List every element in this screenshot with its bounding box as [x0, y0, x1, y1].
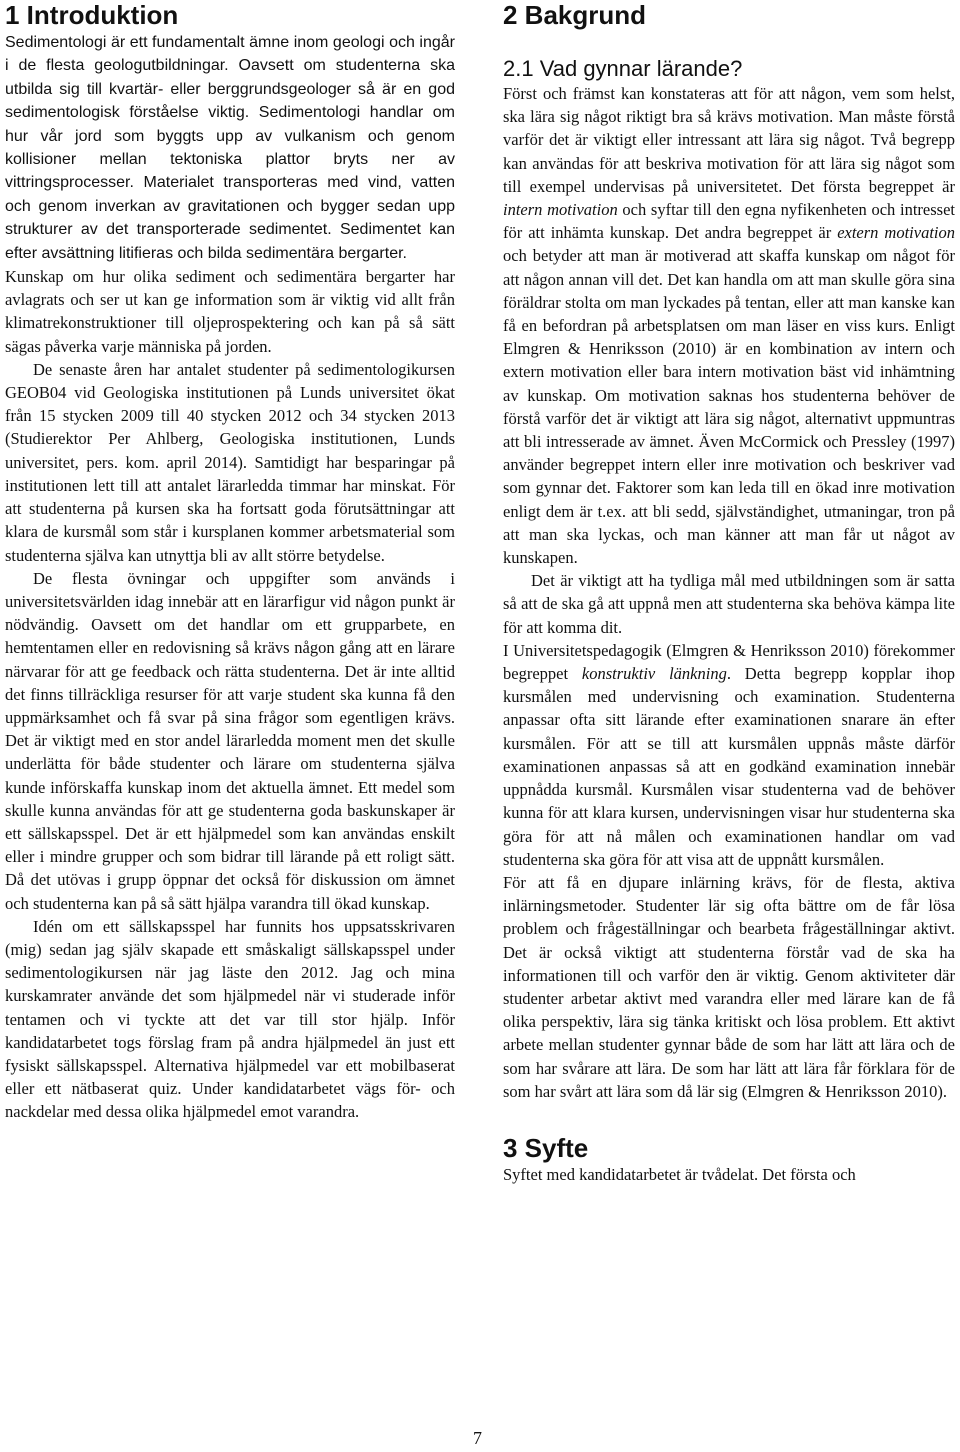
section-heading-syfte: 3 Syfte: [503, 1132, 589, 1163]
sallskapsspel-paragraph: Idén om ett sällskapsspel har funnits hos uppsatsskrivaren (mig) sedan jag själv skapade ett småskaligt sällskapsspel under sedimentologikursen när jag läste den 2012. Jag och mina kurskamrater använde det som hjälpmedel när vi studerade inför tentamen och vi tyckte att det var till stor hjälp. Inför kandidatarbetet togs förslag fram på andra hjälpmedel än just ett fysiskt sällskapsspel. Alternativa hjälpmedel var ett mobilbaserat eller ett nätbaserat quiz. Under kandidatarbetet vägs för- och nackdelar med dessa olika hjälpmedel emot varandra.: [5, 916, 455, 1122]
konstruktiv-lankning-term: konstruktiv länkning: [581, 664, 727, 684]
motivation-text-c: och betyder att man är motiverad att skaffa kunskap om något för att någon annan vill det. Det kan handla om att man skulle göra sina föräldrar stolta om man lyckades på tentan, eller att man kanske kan få en befordran på arbetsplatsen om man läser en viss kurs. Enligt Elmgren & Henriksson (2010) är en kombination av intern och extern motivation eller bara intern motivation bäst vid inhämtning av kunskap. Om motivation saknas hos studenterna behöver de förstå varför det är viktigt att lära sig något, alternativt uppmuntras att bli intresserade av ämnet. Även McCormick och Pressley (1997) använder begreppet intern eller inre motivation och beskriver vad som gynnar det. Faktorer som kan leda till en ökad inre motivation enligt dem är t.ex. att bli sedd, självständighet, utmaningar, tron på att man ska lyckas, och man känner att man får ut något av kunskapen.: [503, 246, 955, 568]
studenter-paragraph: De senaste åren har antalet studenter på sedimentologikursen GEOB04 vid Geologiska institutionen på Lunds universitet ökat från 15 stycken 2009 till 40 stycken 2012 och 34 stycken 2013 (Studierektor Per Ahlberg, Geologiska institutionen, Lunds universitet, pers. kom. april 2014). Samtidigt har besparingar på institutionen lett till att antalet lärarledda timmar har minskat. För att studenterna på kursen ska ha fortsatt goda förutsättningar att klara de kursmål som står i kursplanen kommer arbetsmaterial som studenterna själva kan utnyttja bli av allt större betydelse.: [5, 359, 455, 565]
mal-paragraph: Det är viktigt att ha tydliga mål med utbildningen som är satta så att de ska gå att uppnå men att studenterna ska behöva kämpa lite för att komma dit.: [503, 571, 955, 637]
lankning-text-a: I Universitetspedagogik (Elmgren & Henriksson 2010) förekommer begreppet: [503, 640, 955, 684]
intern-motivation-term: intern motivation: [503, 200, 618, 220]
konstruktiv-lankning-paragraph: [503, 639, 955, 871]
right-column: [503, 0, 955, 1186]
syfte-paragraph: Syftet med kandidatarbetet är tvådelat. Det första och: [503, 1164, 856, 1184]
motivation-text-a: Först och främst kan konstateras att för att någon, vem som helst, ska lära sig något riktigt bra så krävs motivation. Man måste förstå varför det är viktigt eller intressant att lära sig något. Två begrepp kan användas för att beskriva motivation för att lära sig något som till exempel undervisas på universitetet. Det första begreppet är: [503, 84, 955, 196]
aktiv-inlarning-paragraph: För att få en djupare inlärning krävs, för de flesta, aktiva inlärningsmetoder. Studenter lär sig ofta bättre om de får lösa problem och frågeställningar och bearbeta frågeställningar aktivt. Det är också viktigt att studenterna förstår vad de ska ha informationen till och varför den är viktig. Genom aktiviteter där studenter arbetar aktivt med varandra eller med lärare kan de få olika perspektiv, lära sig tänka kritiskt och lösa problem. Ett aktivt arbete mellan studenter gynnar både de som har lätt att lära och de som har svårare att lära. De som har lätt att lära får förklara för de som har svårt att lära som då lär sig (Elmgren & Henriksson 2010).: [503, 872, 955, 1101]
motivation-paragraph: [503, 82, 955, 569]
section-heading-bakgrund: 2 Bakgrund: [503, 0, 647, 30]
subsection-heading-lärande: 2.1 Vad gynnar lärande?: [503, 56, 743, 81]
left-column: [5, 0, 455, 1124]
kunskap-paragraph: Kunskap om hur olika sediment och sedimentära bergarter har avlagrats och ser ut kan ge information som är viktig vid allt från klimatrekonstruktioner till oljeprospektering och kan på så sätt sägas påverka varje människa på jorden.: [5, 267, 455, 356]
motivation-text-b: och syftar till den egna nyfikenheten och intresset för att inhämta kunskap. Det andra begreppet är: [503, 200, 955, 243]
lankning-text-b: . Detta begrepp kopplar ihop kursmålen med undervisning och examination. Studenterna anpassar ofta sitt lärande efter examinationen snarare än efter kursmålen. För att se till att kursmålen uppnås måste därför examinationen anpassas så att en godkänd examination innebär uppnådda kursmål. Kursmålen visar studenterna vad de behöver kunna för att klara kursen, undervisningen visar hur studenterna ska göra för att nå målen och examinationen handlar om vad studenterna ska göra för att visa att de uppnått kursmålen.: [503, 664, 955, 869]
page-number: 7: [473, 1428, 482, 1448]
intro-paragraph: [5, 31, 455, 265]
intro-paragraph-text: Sedimentologi är ett fundamentalt ämne inom geologi och ingår i de flesta geologutbildningar. Oavsett om studenterna ska utbilda sig till kvartär- eller berggrundsgeologer så är en god sedimentologisk förståelse viktig. Sedimentologi handlar om hur vår jord som byggts upp av vulkanism och genom kollisioner mellan tektoniska plattor bryts ner av vittringsprocesser. Materialet transporteras med vind, vatten och genom inverkan av gravitationen och bygger sedan upp strukturer av det transporterade sedimentet. Sedimentet kan efter avsättning litifieras och bilda sedimentära bergarter.: [5, 34, 455, 262]
ovningar-paragraph: De flesta övningar och uppgifter som används i universitetsvärlden idag innebär att en lärarfigur vid någon punkt är nödvändig. Oavsett om det handlar om ett grupparbete, en hemtentamen eller en redovisning så krävs någon gång att en lärare närvarar för att ge feedback och rätta studenterna. Det är inte alltid det finns tillräckliga resurser för att varje student ska kunna få den uppmärksamhet och få svar på sina frågor som egentligen krävs. Det är viktigt med en stor andel lärarledda moment men det skulle underlätta för både studenter och lärare om studenterna själva kunde införskaffa kunskap inom det aktuella ämnet. Ett medel som skulle kunna användas för att ge studenterna goda baskunskaper är ett sällskapsspel. Det är ett hjälpmedel som kan användas enskilt eller i mindre grupper och som bidrar till lärande på ett roligt sätt. Då det utövas i grupp öppnar det också för diskussion om ämnet och studenterna kan på så sätt hjälpa varandra till ökad kunskap.: [5, 568, 455, 913]
extern-motivation-term: extern motivation: [837, 223, 955, 243]
section-heading-introduktion: 1 Introduktion: [5, 0, 179, 30]
